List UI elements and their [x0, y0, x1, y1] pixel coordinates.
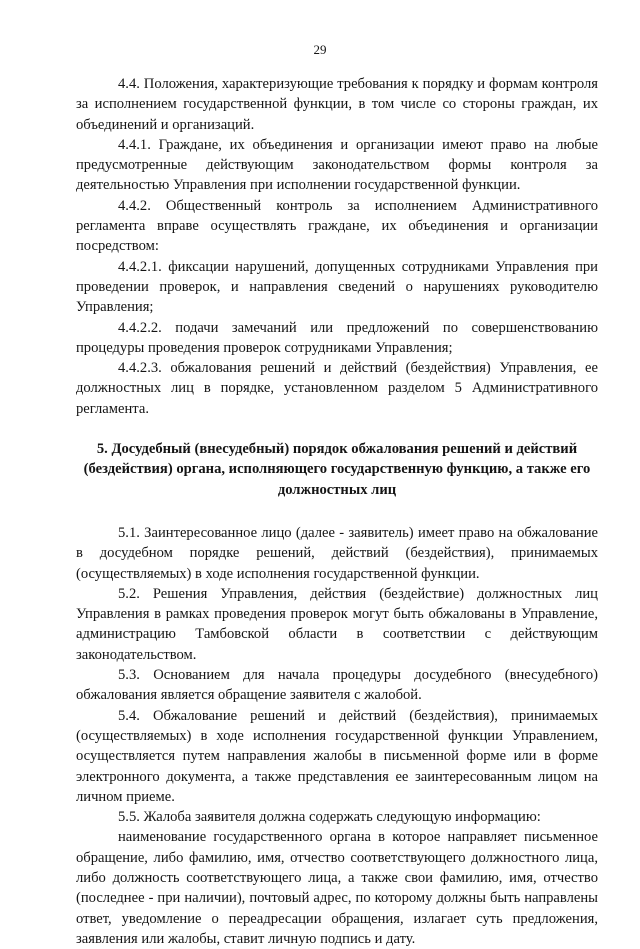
paragraph-5-5-content: наименование государственного органа в которое направляет письменное обращение, либо фамилию, имя, отчество соответствующего должностного лица, либо должность соответствующего лица, а также свои фамилию, имя, отчество (последнее - при наличии), почтовый адрес, по которому должны быть направлены ответ, уведомление о переадресации обращения, излагает суть предложения, заявления или жалобы, ставит личную подпись и дату.	[76, 829, 598, 947]
paragraph-4-4-2-2: 4.4.2.2. подачи замечаний или предложений по совершенствованию процедуры проведения проверок сотрудниками Управления;	[76, 319, 598, 356]
page-number: 29	[313, 42, 327, 57]
paragraph-5-2: 5.2. Решения Управления, действия (бездействие) должностных лиц Управления в рамках проведения проверок могут быть обжалованы в Управление, администрацию Тамбовской области в соответствии с действующим законодательством.	[76, 585, 598, 663]
section-5-heading: 5. Досудебный (внесудебный) порядок обжалования решений и действий (бездействия) органа, исполняющего государственную функцию, а также его должностных лиц	[83, 441, 591, 498]
paragraph-5-1: 5.1. Заинтересованное лицо (далее - заявитель) имеет право на обжалование в досудебном порядке решений, действий (бездействия), принимаемых (осуществляемых) в ходе исполнения государственной функции.	[76, 524, 598, 582]
paragraph-5-4: 5.4. Обжалование решений и действий (бездействия), принимаемых (осуществляемых) в ходе исполнения государственной функции Управлением, осуществляется путем направления жалобы в письменной форме или в форме электронного документа, а также представления ее заинтересованным лицом на личном приеме.	[76, 707, 598, 805]
paragraph-4-4-2-3: 4.4.2.3. обжалования решений и действий (бездействия) Управления, ее должностных лиц в порядке, установленном разделом 5 Административного регламента.	[76, 360, 598, 417]
paragraph-4-4-2: 4.4.2. Общественный контроль за исполнением Административного регламента вправе осуществлять граждане, их объединения и организации посредством:	[76, 197, 598, 255]
paragraph-4-4: 4.4. Положения, характеризующие требования к порядку и формам контроля за исполнением государственной функции, в том числе со стороны граждан, их объединений и организаций.	[76, 76, 598, 133]
document-body	[76, 74, 598, 949]
paragraph-4-4-1: 4.4.1. Граждане, их объединения и организации имеют право на любые предусмотренные действующим законодательством формы контроля за деятельностью Управления при исполнении государственной функции.	[76, 136, 598, 194]
paragraph-5-5: 5.5. Жалоба заявителя должна содержать следующую информацию:	[118, 809, 541, 826]
paragraph-4-4-2-1: 4.4.2.1. фиксации нарушений, допущенных сотрудниками Управления при проведении проверок, и направления сведений о нарушениях руководителю Управления;	[76, 258, 598, 316]
paragraph-5-3: 5.3. Основанием для начала процедуры досудебного (внесудебного) обжалования является обращение заявителя с жалобой.	[76, 667, 598, 704]
